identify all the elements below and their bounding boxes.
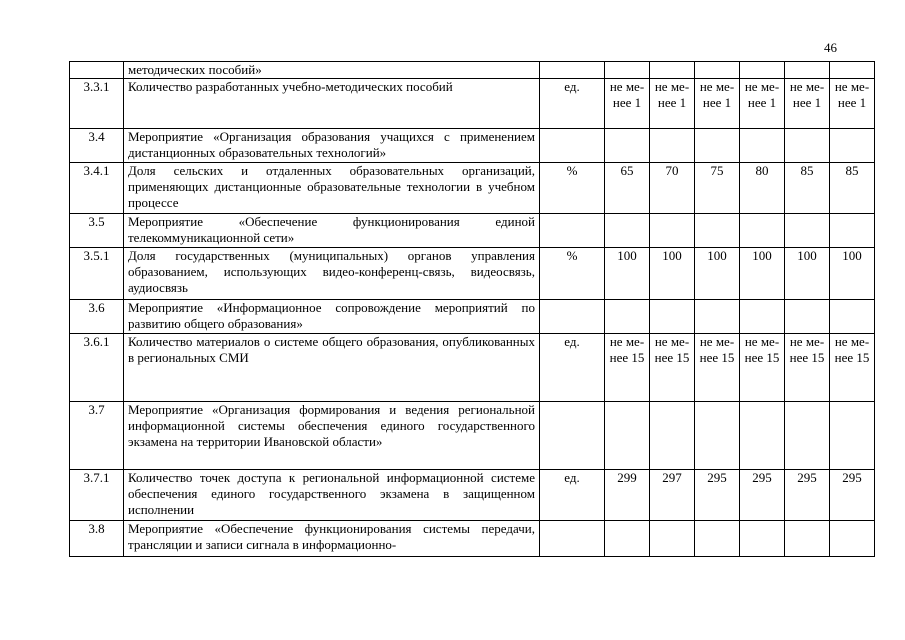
value-cell xyxy=(740,521,785,557)
value-cell: не ме-нее 1 xyxy=(605,79,650,129)
indicator-name-cell: Количество материалов о системе общего образования, опубликованных в региональных СМИ xyxy=(124,334,540,402)
value-cell: 75 xyxy=(695,163,740,214)
value-cell: 100 xyxy=(695,248,740,300)
unit-cell xyxy=(540,521,605,557)
row-number-cell: 3.8 xyxy=(70,521,124,557)
indicator-name-cell: Мероприятие «Обеспечение функционирования единой телекоммуникационной сети» xyxy=(124,214,540,248)
value-cell xyxy=(605,521,650,557)
value-cell: 295 xyxy=(740,470,785,521)
value-cell: 70 xyxy=(650,163,695,214)
table-row xyxy=(70,214,875,248)
value-cell xyxy=(650,129,695,163)
value-cell: 100 xyxy=(785,248,830,300)
indicator-name-cell: Доля государственных (муниципальных) органов управления образованием, использующих видео-конференц-связь, видеосвязь, аудиосвязь xyxy=(124,248,540,300)
value-cell: не ме-нее 1 xyxy=(830,79,875,129)
table-row xyxy=(70,163,875,214)
value-cell xyxy=(695,129,740,163)
value-cell: не ме-нее 15 xyxy=(650,334,695,402)
unit-cell: ед. xyxy=(540,334,605,402)
indicator-name-cell: методических пособий» xyxy=(124,62,540,79)
indicators-table xyxy=(69,61,875,557)
value-cell xyxy=(650,300,695,334)
value-cell xyxy=(785,521,830,557)
value-cell xyxy=(830,214,875,248)
value-cell xyxy=(740,214,785,248)
value-cell xyxy=(605,129,650,163)
unit-cell: ед. xyxy=(540,79,605,129)
unit-cell: % xyxy=(540,248,605,300)
value-cell xyxy=(830,300,875,334)
value-cell: не ме-нее 15 xyxy=(830,334,875,402)
unit-cell xyxy=(540,62,605,79)
indicator-name-cell: Мероприятие «Обеспечение функционирования системы передачи, трансляции и записи сигнала в информационно- xyxy=(124,521,540,557)
value-cell xyxy=(830,521,875,557)
row-number-cell: 3.6.1 xyxy=(70,334,124,402)
indicator-name-cell: Мероприятие «Организация образования учащихся с применением дистанционных образовательных технологий» xyxy=(124,129,540,163)
value-cell: не ме-нее 15 xyxy=(695,334,740,402)
unit-cell xyxy=(540,300,605,334)
value-cell xyxy=(695,214,740,248)
value-cell: 295 xyxy=(785,470,830,521)
row-number-cell: 3.3.1 xyxy=(70,79,124,129)
row-number-cell: 3.4 xyxy=(70,129,124,163)
value-cell xyxy=(695,62,740,79)
value-cell xyxy=(830,402,875,470)
unit-cell xyxy=(540,402,605,470)
row-number-cell: 3.5.1 xyxy=(70,248,124,300)
row-number-cell: 3.7 xyxy=(70,402,124,470)
value-cell xyxy=(695,521,740,557)
unit-cell xyxy=(540,214,605,248)
value-cell xyxy=(785,62,830,79)
value-cell: не ме-нее 1 xyxy=(785,79,830,129)
unit-cell: % xyxy=(540,163,605,214)
value-cell xyxy=(785,300,830,334)
value-cell: 100 xyxy=(830,248,875,300)
row-number-cell: 3.6 xyxy=(70,300,124,334)
table-row xyxy=(70,470,875,521)
value-cell xyxy=(785,129,830,163)
value-cell: не ме-нее 1 xyxy=(695,79,740,129)
value-cell: 100 xyxy=(650,248,695,300)
value-cell: не ме-нее 15 xyxy=(740,334,785,402)
value-cell: 100 xyxy=(605,248,650,300)
value-cell: 299 xyxy=(605,470,650,521)
value-cell xyxy=(650,402,695,470)
value-cell: не ме-нее 15 xyxy=(785,334,830,402)
value-cell xyxy=(650,62,695,79)
value-cell xyxy=(785,214,830,248)
table-row xyxy=(70,248,875,300)
unit-cell xyxy=(540,129,605,163)
table-row xyxy=(70,300,875,334)
value-cell xyxy=(650,521,695,557)
table-row xyxy=(70,402,875,470)
table-row xyxy=(70,334,875,402)
table-row xyxy=(70,62,875,79)
value-cell xyxy=(605,402,650,470)
value-cell xyxy=(605,300,650,334)
value-cell: не ме-нее 1 xyxy=(650,79,695,129)
value-cell xyxy=(740,129,785,163)
value-cell: 295 xyxy=(695,470,740,521)
row-number-cell: 3.4.1 xyxy=(70,163,124,214)
indicator-name-cell: Количество разработанных учебно-методических пособий xyxy=(124,79,540,129)
table-row xyxy=(70,79,875,129)
indicator-name-cell: Количество точек доступа к региональной информационной системе обеспечения единого государственного экзамена в защищенном исполнении xyxy=(124,470,540,521)
table-row xyxy=(70,129,875,163)
value-cell xyxy=(650,214,695,248)
value-cell: 297 xyxy=(650,470,695,521)
value-cell: 295 xyxy=(830,470,875,521)
indicator-name-cell: Мероприятие «Информационное сопровождение мероприятий по развитию общего образования» xyxy=(124,300,540,334)
value-cell xyxy=(605,214,650,248)
value-cell xyxy=(695,300,740,334)
value-cell: 85 xyxy=(830,163,875,214)
row-number-cell: 3.7.1 xyxy=(70,470,124,521)
value-cell xyxy=(740,402,785,470)
value-cell xyxy=(830,62,875,79)
indicator-name-cell: Доля сельских и отдаленных образовательных организаций, применяющих дистанционные образовательные технологии в учебном процессе xyxy=(124,163,540,214)
value-cell xyxy=(785,402,830,470)
value-cell: не ме-нее 15 xyxy=(605,334,650,402)
value-cell xyxy=(830,129,875,163)
value-cell: 100 xyxy=(740,248,785,300)
value-cell: 80 xyxy=(740,163,785,214)
row-number-cell: 3.5 xyxy=(70,214,124,248)
row-number-cell xyxy=(70,62,124,79)
value-cell: не ме-нее 1 xyxy=(740,79,785,129)
indicator-name-cell: Мероприятие «Организация формирования и ведения региональной информационной системы обеспечения единого государственного экзамена на территории Ивановской области» xyxy=(124,402,540,470)
page-number: 46 xyxy=(824,40,837,55)
value-cell xyxy=(740,62,785,79)
value-cell xyxy=(605,62,650,79)
value-cell xyxy=(695,402,740,470)
value-cell: 65 xyxy=(605,163,650,214)
value-cell xyxy=(740,300,785,334)
unit-cell: ед. xyxy=(540,470,605,521)
value-cell: 85 xyxy=(785,163,830,214)
table-row xyxy=(70,521,875,557)
